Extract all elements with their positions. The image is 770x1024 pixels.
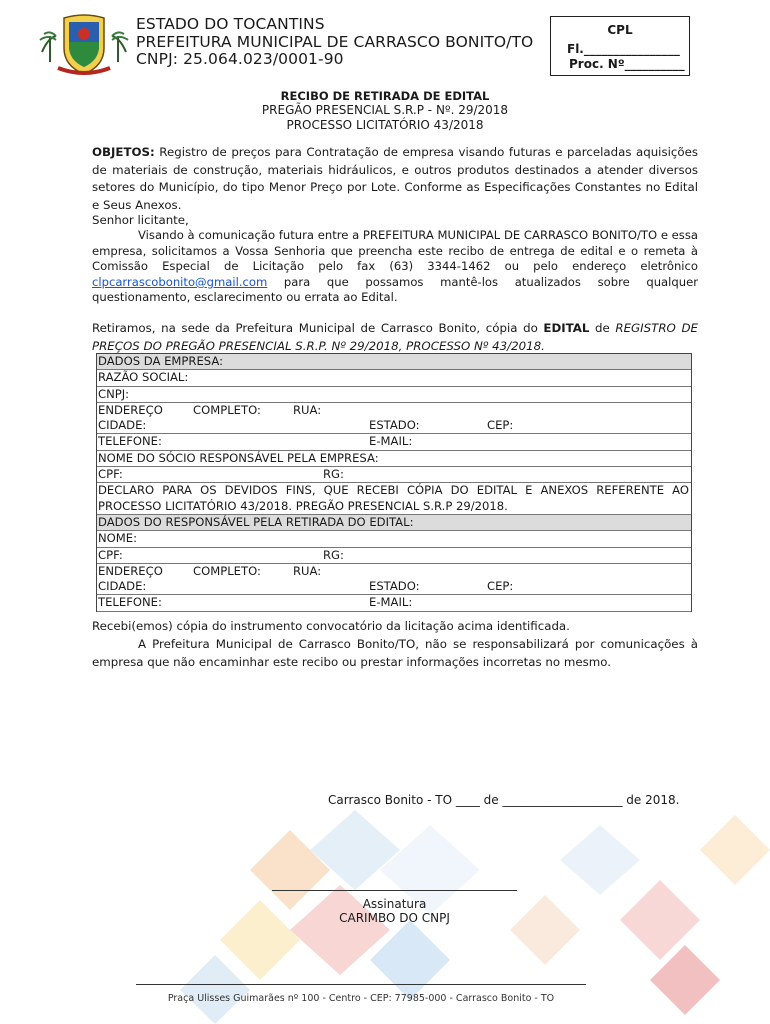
cpl-title: CPL (607, 23, 633, 37)
telefone-field[interactable] (97, 434, 691, 450)
objetos-label: OBJETOS: (92, 145, 155, 159)
cnpj-field[interactable] (97, 387, 691, 403)
razao-social-field[interactable] (97, 370, 691, 386)
email-label: E-MAIL: (369, 434, 413, 449)
razao-social-label: RAZÃO SOCIAL: (98, 370, 189, 385)
cpf-label: CPF: (98, 467, 123, 482)
endereco-label-2: ENDEREÇO (98, 563, 163, 578)
signature-line (272, 890, 517, 891)
processo-subtitle: PROCESSO LICITATÓRIO 43/2018 (286, 118, 484, 132)
footer-divider (136, 984, 586, 985)
footer-address: Praça Ulisses Guimarães nº 100 - Centro - CEP: 77985-000 - Carrasco Bonito - TO (167, 993, 555, 1004)
cpl-folha-field: Fl.________________ (567, 42, 680, 56)
nome-label: NOME: (98, 531, 138, 546)
rua-label-2: RUA: (293, 563, 322, 578)
retiramos-text: Retiramos, na sede da Prefeitura Municipal de Carrasco Bonito, cópia do (92, 321, 544, 335)
endereco-field[interactable] (97, 403, 691, 418)
recebi-statement: Recebi(emos) cópia do instrumento convocatório da licitação acima identificada. (92, 619, 570, 633)
cidade-field[interactable] (97, 418, 691, 434)
estado-label-2: ESTADO: (369, 579, 420, 594)
completo-label: COMPLETO: (193, 402, 261, 417)
endereco-field-2[interactable] (97, 564, 691, 579)
retiramos-reference: REGISTRO DE PREÇOS DO PREGÃO PRESENCIAL S.R.P. Nº 29/2018, PROCESSO Nº 43/2018. (92, 321, 698, 353)
objetos-text: Registro de preços para Contratação de empresa visando futuras e parceladas aquisições de materiais de construção, materiais hidráulicos, e outros produtos destinados a atender diversos setores do Município, do tipo Menor Preço por Lote. Conforme as Especificações Constantes no Edital e Seus Anexos. (92, 145, 698, 212)
telefone-label-2: TELEFONE: (98, 595, 162, 610)
email-label-2: E-MAIL: (369, 595, 413, 610)
retiramos-text-2: de (589, 321, 616, 335)
rg-label-2: RG: (323, 547, 344, 562)
dados-responsavel-label: DADOS DO RESPONSÁVEL PELA RETIRADA DO EDITAL: (98, 514, 414, 529)
section-dados-empresa (97, 353, 691, 370)
place-date-line: Carrasco Bonito - TO ____ de ____________________ de 2018. (328, 793, 680, 807)
email-link[interactable]: clpcarrascobonito@gmail.com (92, 274, 268, 289)
retiramos-paragraph (92, 320, 698, 355)
document-title: RECIBO DE RETIRADA DE EDITAL (280, 89, 490, 103)
estado-label: ESTADO: (369, 418, 420, 433)
cpf-label-2: CPF: (98, 547, 123, 562)
receipt-form (96, 353, 692, 612)
nome-socio-label: NOME DO SÓCIO RESPONSÁVEL PELA EMPRESA: (98, 450, 379, 465)
endereco-label: ENDEREÇO (98, 402, 163, 417)
retiramos-edital: EDITAL (543, 321, 590, 335)
nome-socio-field[interactable] (97, 451, 691, 467)
signature-label: Assinatura (362, 897, 427, 911)
stamp-label: CARIMBO DO CNPJ (339, 911, 450, 925)
cpl-processo-field: Proc. Nº__________ (569, 57, 685, 71)
visando-paragraph (92, 228, 698, 306)
header-cnpj: CNPJ: 25.064.023/0001-90 (136, 50, 344, 68)
rua-label: RUA: (293, 402, 322, 417)
closing-paragraphs (92, 617, 698, 671)
cpl-stamp-box (550, 16, 690, 76)
declaro-statement: DECLARO PARA OS DEVIDOS FINS, QUE RECEBI CÓPIA DO EDITAL E ANEXOS REFERENTE AO PROCESSO LICITATÓRIO 43/2018. PREGÃO PRESENCIAL S.R.P 29/2018. (97, 483, 691, 515)
visando-text-2: para que possamos mantê-los atualizados sobre qualquer questionamento, esclarecimento ou errata ao Edital. (92, 274, 698, 305)
cpf-rg-responsavel-field[interactable] (97, 548, 691, 564)
objetos-paragraph (92, 144, 698, 214)
cidade-field-2[interactable] (97, 579, 691, 595)
header-prefecture: PREFEITURA MUNICIPAL DE CARRASCO BONITO/TO (136, 33, 534, 51)
cep-label-2: CEP: (487, 579, 514, 594)
cidade-label: CIDADE: (98, 418, 147, 433)
visando-text: Visando à comunicação futura entre a PREFEITURA MUNICIPAL DE CARRASCO BONITO/TO e essa empresa, solicitamos a Vossa Senhoria que preencha este recibo de entrega de edital e o remeta à Comissão Especial de Licitação pelo fax (63) 3344-1462 ou pelo endereço eletrônico (92, 228, 698, 274)
completo-label-2: COMPLETO: (193, 563, 261, 578)
greeting: Senhor licitante, (92, 213, 189, 227)
dados-empresa-label: DADOS DA EMPRESA: (98, 354, 224, 368)
telefone-field-2[interactable] (97, 595, 691, 611)
cep-label: CEP: (487, 418, 514, 433)
rg-label: RG: (323, 467, 344, 482)
pregao-subtitle: PREGÃO PRESENCIAL S.R.P - Nº. 29/2018 (261, 103, 509, 117)
cidade-label-2: CIDADE: (98, 579, 147, 594)
header-state: ESTADO DO TOCANTINS (136, 15, 325, 33)
cpf-rg-socio-field[interactable] (97, 467, 691, 483)
municipal-crest-icon (36, 12, 132, 76)
disclaimer-statement: A Prefeitura Municipal de Carrasco Bonito/TO, não se responsabilizará por comunicações à empresa que não encaminhar este recibo ou prestar informações incorretas no mesmo. (92, 637, 698, 669)
cnpj-label: CNPJ: (98, 386, 130, 401)
nome-field[interactable] (97, 531, 691, 547)
section-dados-responsavel (97, 515, 691, 531)
telefone-label: TELEFONE: (98, 434, 162, 449)
